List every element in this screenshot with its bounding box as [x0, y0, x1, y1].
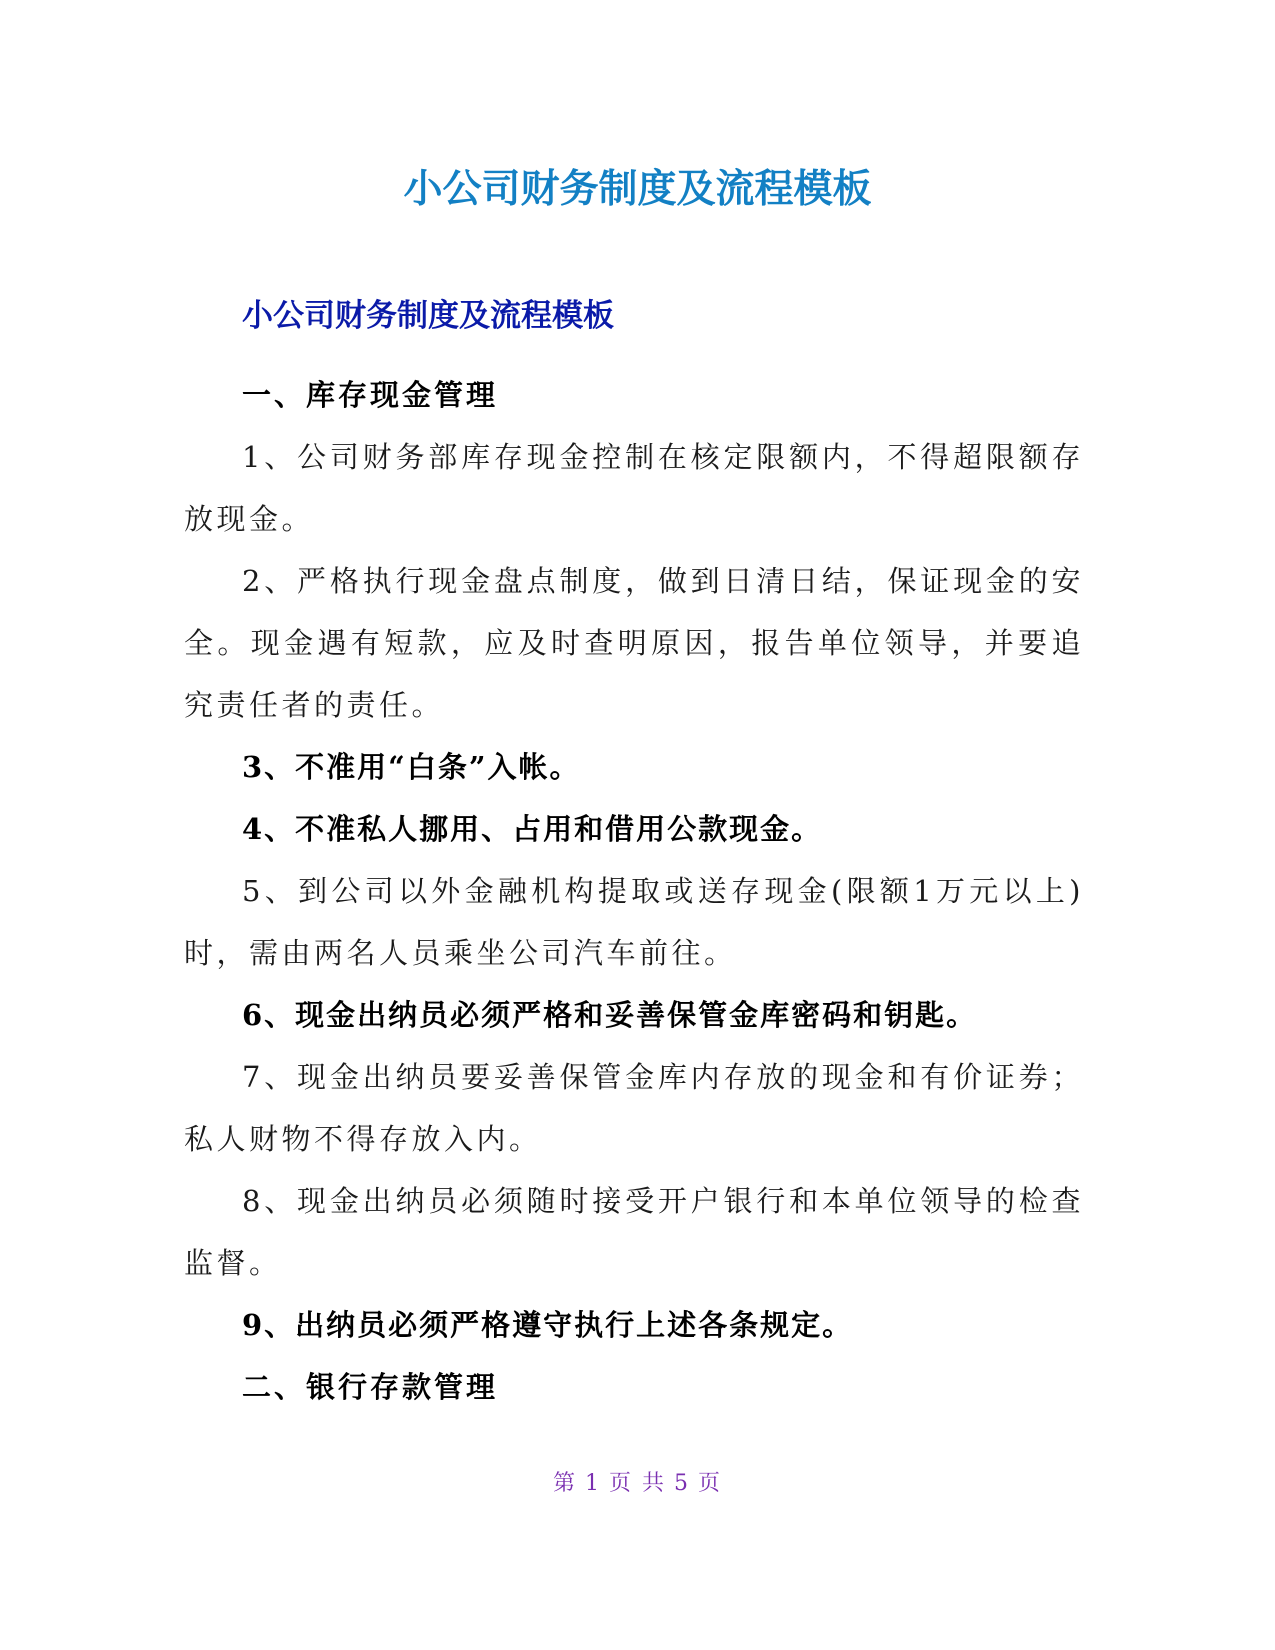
total-pages: 5 — [674, 1471, 690, 1496]
list-item: 7、现金出纳员要妥善保管金库内存放的现金和有价证券；私人财物不得存放入内。 — [184, 1060, 1084, 1156]
list-item: 3、不准用“白条”入帐。 — [242, 750, 581, 784]
document-body — [184, 292, 1084, 1418]
document-subtitle: 小公司财务制度及流程模板 — [242, 298, 614, 333]
list-item: 8、现金出纳员必须随时接受开户银行和本单位领导的检查监督。 — [184, 1184, 1084, 1280]
list-item: 4、不准私人挪用、占用和借用公款现金。 — [242, 812, 823, 846]
page-number: 1 — [585, 1471, 601, 1496]
page-label-mid: 页 共 — [609, 1471, 666, 1496]
list-item: 5、到公司以外金融机构提取或送存现金(限额1万元以上)时，需由两名人员乘坐公司汽车前往。 — [184, 874, 1084, 970]
list-item: 9、出纳员必须严格遵守执行上述各条规定。 — [242, 1308, 854, 1342]
page-label-prefix: 第 — [552, 1471, 577, 1496]
section-heading-cash: 一、库存现金管理 — [242, 378, 499, 412]
page-label-suffix: 页 — [698, 1471, 723, 1496]
list-item: 2、严格执行现金盘点制度，做到日清日结，保证现金的安全。现金遇有短款，应及时查明原因，报告单位领导，并要追究责任者的责任。 — [184, 564, 1084, 722]
document-title: 小公司财务制度及流程模板 — [403, 168, 872, 211]
page-footer — [0, 1466, 1275, 1497]
list-item: 6、现金出纳员必须严格和妥善保管金库密码和钥匙。 — [242, 998, 978, 1032]
section-heading-bank: 二、银行存款管理 — [242, 1370, 499, 1404]
list-item: 1、公司财务部库存现金控制在核定限额内，不得超限额存放现金。 — [184, 440, 1084, 536]
